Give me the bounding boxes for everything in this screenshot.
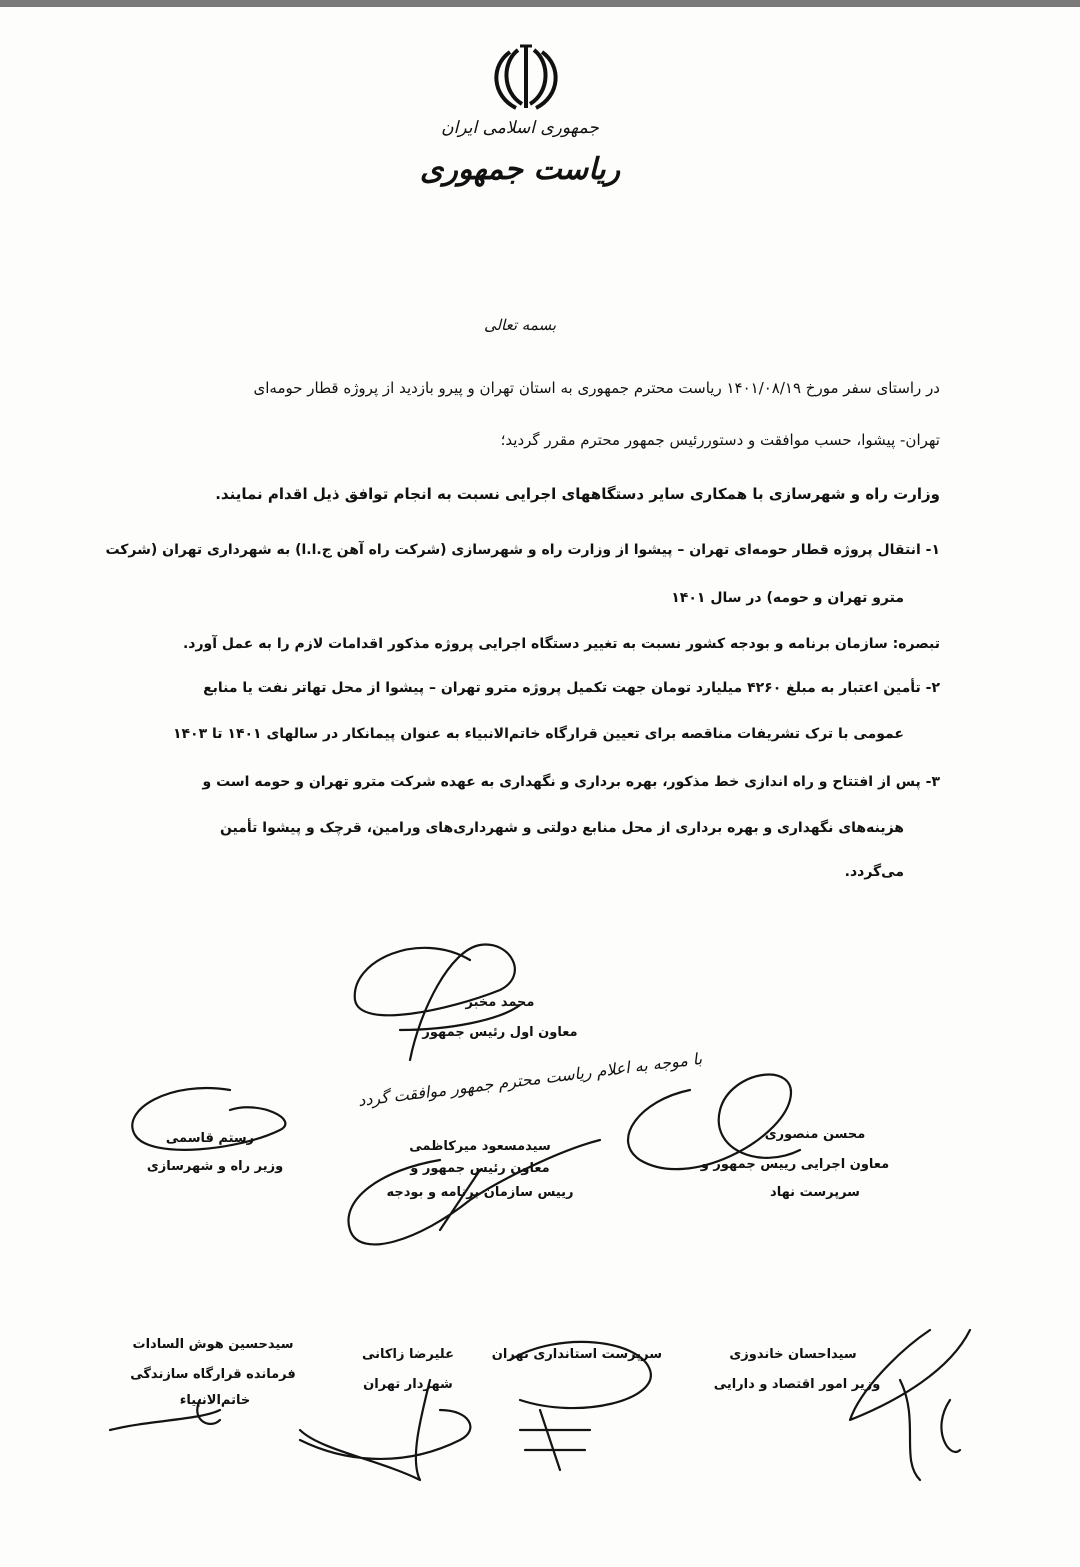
signatory-governor-name: سرپرست استانداری تهران [491,1347,662,1362]
item-2-cont: عمومی با ترک تشریفات مناقصه برای تعیین قرارگاه خاتم‌الانبیاء به عنوان پیمانکار در سالهای ۱۴۰۱ تا ۱۴۰۳ [172,726,904,742]
header-country: جمهوری اسلامی ایران [441,118,599,138]
body-line: وزارت راه و شهرسازی با همکاری سایر دستگاههای اجرایی نسبت به انجام توافق ذیل اقدام نمایند. [215,485,940,503]
header-office: ریاست جمهوری [419,152,621,187]
signatory-ghasemi-title: وزیر راه و شهرسازی [146,1159,284,1174]
signatory-mansouri-name: محسن منصوری [764,1127,866,1142]
salutation: بسمه تعالی [483,316,557,334]
signatory-first-vp-name: محمد مخبر [465,995,535,1010]
body-line: در راستای سفر مورخ ۱۴۰۱/۰۸/۱۹ ریاست محترم جمهوری به استان تهران و پیرو بازدید از پروژه قطار حومه‌ای [253,379,940,397]
signatory-hooshsadat-title: فرمانده قرارگاه سازندگی [130,1367,296,1382]
top-border [0,0,1080,7]
item-2: ۲- تأمین اعتبار به مبلغ ۴۲۶۰ میلیارد تومان جهت تکمیل پروژه مترو تهران – پیشوا از محل تهاتر نفت یا منابع [203,680,940,696]
signatory-hooshsadat-title: خاتم‌الانبیاء [179,1393,251,1408]
body-line: تهران- پیشوا، حسب موافقت و دستوررئیس جمهور محترم مقرر گردید؛ [500,431,940,449]
iran-emblem-icon [488,42,564,112]
signatory-khandouzi-name: سیداحسان خاندوزی [729,1347,857,1362]
note-clause: تبصره: سازمان برنامه و بودجه کشور نسبت به تغییر دستگاه اجرایی پروژه مذکور اقدامات لازم را به عمل آورد. [182,636,940,652]
signatory-mirkazemi-title: رییس سازمان برنامه و بودجه [386,1185,574,1200]
signatory-zakani-name: علیرضا زاکانی [362,1347,454,1362]
signatory-zakani-title: شهردار تهران [363,1377,453,1392]
item-3: ۳- پس از افتتاح و راه اندازی خط مذکور، بهره برداری و نگهداری به عهده شرکت مترو تهران و حومه است و [202,774,940,790]
item-3-end: می‌گردد. [844,864,904,880]
signatory-hooshsadat-name: سیدحسین هوش السادات [132,1337,294,1352]
signatory-first-vp-title: معاون اول رئیس جمهور [422,1025,578,1040]
item-1: ۱- انتقال پروژه قطار حومه‌ای تهران – پیشوا از وزارت راه و شهرسازی (شرکت راه آهن ج.ا.ا) به شهرداری تهران (شرکت [105,542,940,558]
item-1-cont: مترو تهران و حومه) در سال ۱۴۰۱ [671,590,904,606]
signatory-mirkazemi-name: سیدمسعود میرکاظمی [409,1139,551,1154]
signatory-mansouri-title: معاون اجرایی رییس جمهور و [700,1157,890,1172]
signatory-mirkazemi-title: معاون رئیس جمهور و [410,1161,550,1176]
signatory-mansouri-title: سرپرست نهاد [770,1185,860,1200]
item-3-cont: هزینه‌های نگهداری و بهره برداری از محل منابع دولتی و شهرداری‌های ورامین، قرچک و پیشوا تأمین [219,820,904,836]
signatory-khandouzi-title: وزیر امور اقتصاد و دارایی [713,1377,881,1392]
handwritten-note: با موجه به اعلام ریاست محترم جمهور موافقت گردد [356,1048,704,1111]
signatory-ghasemi-name: رستم قاسمی [165,1131,255,1146]
